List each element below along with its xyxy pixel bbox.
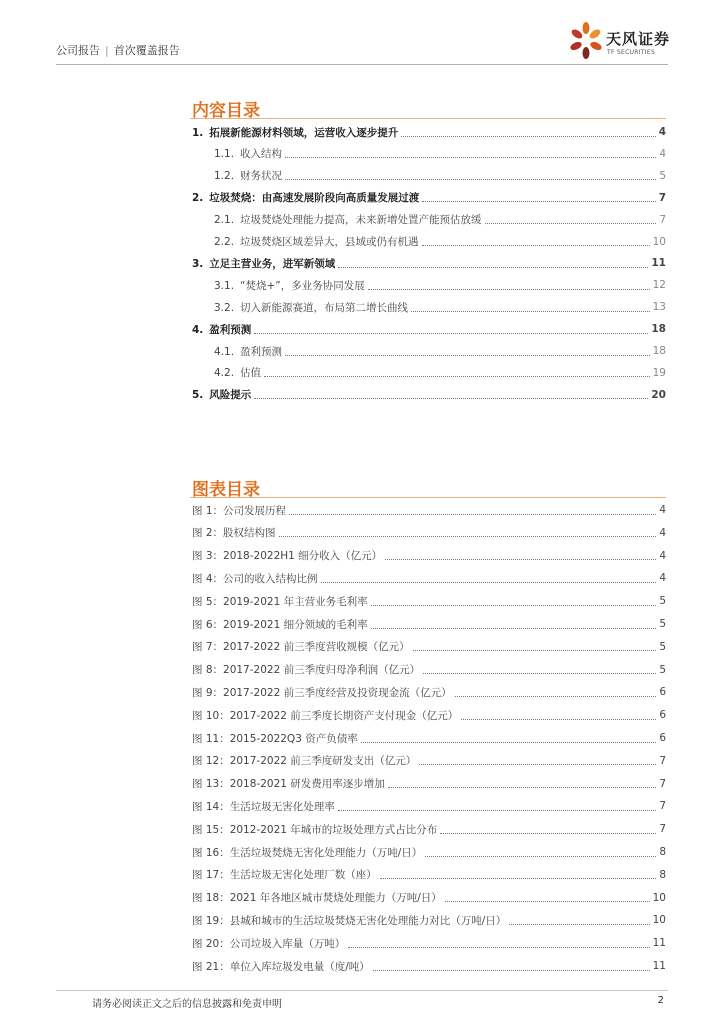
entry-title: [192, 799, 335, 814]
entry-page-number: 7: [659, 754, 666, 767]
entry-text: 图 10：2017-2022 前三季度长期资产支付现金（亿元）: [192, 709, 459, 722]
entry-page-number: 6: [659, 732, 666, 744]
dot-leader: [338, 267, 648, 268]
toc-entry[interactable]: [192, 188, 666, 208]
entry-page-number: 10: [652, 914, 666, 927]
entry-page-number: 11: [651, 257, 666, 270]
dot-leader: [264, 376, 650, 377]
entry-title: [214, 168, 282, 183]
entry-text: 图 7：2017-2022 前三季度营收规模（亿元）: [192, 641, 410, 654]
toc-entry[interactable]: [214, 275, 666, 295]
entry-text: 图 2：股权结构图: [192, 527, 276, 540]
entry-page-number: 7: [659, 800, 666, 813]
entry-text: 图 13：2018-2021 研发费用率逐步增加: [192, 778, 385, 791]
dot-leader: [373, 970, 650, 971]
entry-text: 立足主营业务，进军新领域: [209, 257, 336, 270]
dot-leader: [361, 742, 657, 743]
breadcrumb-separator: |: [105, 44, 109, 57]
entry-page-number: 8: [659, 868, 666, 881]
entry-text: 切入新能源赛道，布局第二增长曲线: [240, 301, 409, 314]
dot-leader: [445, 901, 650, 902]
entry-title: [192, 571, 318, 586]
entry-text: 图 8：2017-2022 前三季度归母净利润（亿元）: [192, 664, 421, 677]
toc-entry[interactable]: [192, 385, 666, 405]
figure-entry[interactable]: [192, 614, 666, 634]
entry-page-number: 13: [652, 301, 666, 314]
dot-leader: [411, 311, 650, 312]
page-number: 2: [657, 995, 664, 1006]
figure-entry[interactable]: [192, 933, 666, 953]
entry-title: [214, 212, 482, 227]
entry-number: 4.1.: [214, 345, 235, 358]
dot-leader: [380, 878, 657, 879]
entry-text: 拓展新能源材料领域，运营收入逐步提升: [209, 126, 399, 139]
dot-leader: [254, 333, 648, 334]
figure-entry[interactable]: [192, 500, 666, 520]
figure-entry[interactable]: [192, 591, 666, 611]
dot-leader: [371, 628, 657, 629]
entry-text: “焚烧+”，多业务协同发展: [240, 279, 365, 292]
entry-page-number: 18: [652, 345, 666, 357]
entry-number: 3.: [192, 257, 204, 270]
entry-text: 垃圾焚烧区域差异大，县域或仍有机遇: [240, 236, 419, 248]
entry-number: 2.: [192, 192, 204, 205]
entry-page-number: 5: [659, 169, 666, 182]
entry-page-number: 5: [659, 640, 666, 653]
entry-page-number: 20: [651, 388, 666, 401]
dot-leader: [425, 856, 656, 857]
entry-title: [192, 753, 416, 768]
dot-leader: [388, 787, 657, 788]
entry-title: [192, 867, 377, 882]
toc-entry[interactable]: [214, 210, 666, 230]
dot-leader: [285, 179, 656, 180]
dot-leader: [422, 245, 650, 246]
entry-page-number: 5: [659, 618, 666, 630]
figure-entry[interactable]: [192, 796, 666, 816]
entry-page-number: 6: [659, 709, 666, 722]
figure-entry[interactable]: [192, 819, 666, 839]
entry-text: 垃圾焚烧处理能力提高，未来新增处置产能预估放缓: [240, 214, 482, 227]
entry-page-number: 10: [652, 235, 666, 248]
entry-page-number: 4: [659, 504, 666, 516]
figure-entry[interactable]: [192, 682, 666, 702]
entry-text: 图 9：2017-2022 前三季度经营及投资现金流（亿元）: [192, 686, 452, 699]
dot-leader: [289, 514, 656, 515]
entry-page-number: 4: [659, 572, 666, 585]
dot-leader: [279, 536, 657, 537]
company-logo: [566, 20, 676, 64]
entry-text: 图 21：单位入库垃圾发电量（度/吨）: [192, 960, 370, 973]
entry-page-number: 10: [652, 891, 666, 904]
dot-leader: [254, 398, 648, 399]
entry-title: [214, 234, 419, 249]
dot-leader: [285, 157, 656, 158]
entry-number: 1.1.: [214, 148, 235, 161]
entry-text: 收入结构: [240, 148, 283, 161]
entry-page-number: 7: [659, 213, 666, 226]
entry-title: [214, 365, 261, 380]
figure-entry[interactable]: [192, 660, 666, 680]
entry-number: 5.: [192, 389, 204, 402]
figures-title-underline: [190, 497, 666, 498]
figure-entry[interactable]: [192, 956, 666, 976]
figure-entry[interactable]: [192, 637, 666, 657]
entry-page-number: 11: [652, 937, 666, 950]
entry-page-number: 4: [658, 126, 666, 138]
breadcrumb-report-subtype: 首次覆盖报告: [113, 44, 180, 57]
dot-leader: [385, 559, 656, 560]
entry-title: [192, 708, 458, 723]
dot-leader: [509, 924, 649, 925]
entry-page-number: 7: [659, 777, 666, 790]
entry-text: 盈利预测: [209, 323, 252, 336]
entry-title: [192, 662, 420, 677]
dot-leader: [401, 136, 655, 137]
entry-text: 图 17：生活垃圾无害化处理厂数（座）: [192, 869, 377, 882]
entry-title: [214, 300, 408, 315]
entry-page-number: 8: [659, 846, 666, 858]
entry-title: [192, 822, 437, 837]
toc-entry[interactable]: [192, 319, 666, 339]
entry-number: 4.: [192, 323, 204, 336]
toc-entry[interactable]: [192, 122, 666, 142]
entry-page-number: 4: [659, 549, 666, 562]
dot-leader: [461, 719, 656, 720]
figures-title: 图表目录: [192, 480, 260, 500]
dot-leader: [455, 696, 657, 697]
figure-entry[interactable]: [192, 568, 666, 588]
entry-title: [192, 685, 452, 700]
breadcrumb-report-type: 公司报告: [56, 44, 100, 57]
dot-leader: [338, 810, 657, 811]
entry-text: 垃圾焚烧：由高速发展阶段向高质量发展过渡: [209, 192, 420, 205]
entry-number: 1.2.: [214, 170, 235, 183]
entry-number: 1.: [192, 126, 204, 139]
footer-divider: [56, 990, 668, 991]
entry-text: 盈利预测: [240, 345, 283, 358]
entry-number: 4.2.: [214, 367, 235, 380]
entry-text: 图 19：县城和城市的生活垃圾焚烧无害化处理能力对比（万吨/日）: [192, 914, 507, 927]
toc-entry[interactable]: [214, 297, 666, 317]
entry-title: [192, 548, 382, 563]
entry-title: [192, 594, 368, 609]
toc-entry[interactable]: [214, 232, 666, 252]
toc-entry[interactable]: [192, 253, 666, 273]
entry-page-number: 7: [659, 823, 666, 836]
entry-number: 3.1.: [214, 279, 235, 292]
header-divider: [56, 64, 668, 65]
entry-title: [214, 146, 282, 161]
entry-text: 图 18：2021 年各地区城市焚烧处理能力（万吨/日）: [192, 892, 442, 905]
entry-text: 图 11：2015-2022Q3 资产负债率: [192, 732, 358, 745]
entry-number: 2.1.: [214, 214, 235, 227]
entry-title: [192, 776, 385, 791]
entry-title: [214, 344, 282, 359]
contents-title: 内容目录: [192, 101, 260, 121]
entry-title: [192, 731, 358, 746]
entry-number: 2.2.: [214, 236, 235, 248]
entry-text: 图 15：2012-2021 年城市的垃圾处理方式占比分布: [192, 823, 438, 836]
entry-text: 风险提示: [209, 389, 252, 402]
entry-title: [192, 913, 506, 928]
entry-title: [192, 617, 368, 632]
dot-leader: [371, 605, 657, 606]
entry-page-number: 4: [659, 147, 666, 160]
breadcrumb: [56, 42, 180, 58]
dot-leader: [440, 833, 656, 834]
entry-number: 3.2.: [214, 301, 235, 314]
figure-entry[interactable]: [192, 751, 666, 771]
dot-leader: [419, 764, 656, 765]
toc-entry[interactable]: [214, 341, 666, 361]
entry-text: 财务状况: [240, 170, 283, 183]
contents-title-underline: [190, 118, 666, 119]
dot-leader: [423, 673, 656, 674]
entry-title: [192, 525, 276, 540]
entry-page-number: 4: [659, 526, 666, 539]
dot-leader: [368, 289, 650, 290]
figure-entry[interactable]: [192, 842, 666, 862]
entry-page-number: 5: [659, 663, 666, 676]
figure-entry[interactable]: [192, 546, 666, 566]
entry-title: [192, 190, 419, 205]
logo-name-cn: 天风证券: [606, 30, 671, 48]
toc-entry[interactable]: [214, 166, 666, 186]
entry-text: 图 1：公司发展历程: [192, 504, 287, 517]
entry-title: [192, 503, 286, 518]
entry-title: [192, 845, 422, 860]
entry-page-number: 18: [651, 323, 666, 336]
entry-text: 图 20：公司垃圾入库量（万吨）: [192, 937, 346, 950]
entry-title: [192, 387, 251, 402]
entry-title: [192, 322, 251, 337]
entry-page-number: 5: [659, 595, 666, 608]
toc-entry[interactable]: [214, 363, 666, 383]
dot-leader: [348, 947, 649, 948]
entry-text: 图 14：生活垃圾无害化处理率: [192, 800, 335, 813]
entry-text: 图 16：生活垃圾焚烧无害化处理能力（万吨/日）: [192, 846, 423, 859]
entry-title: [192, 890, 442, 905]
figure-entry[interactable]: [192, 888, 666, 908]
entry-title: [214, 278, 365, 293]
entry-text: 图 12：2017-2022 前三季度研发支出（亿元）: [192, 755, 417, 768]
entry-page-number: 6: [659, 686, 666, 699]
footer-disclaimer: 请务必阅读正文之后的信息披露和免责申明: [92, 999, 282, 1010]
entry-title: [192, 936, 345, 951]
dot-leader: [321, 582, 657, 583]
entry-page-number: 7: [658, 191, 666, 204]
figure-entry[interactable]: [192, 865, 666, 885]
dot-leader: [413, 650, 657, 651]
figure-entry[interactable]: [192, 774, 666, 794]
entry-page-number: 19: [652, 366, 666, 379]
figure-entry[interactable]: [192, 523, 666, 543]
dot-leader: [285, 355, 650, 356]
figure-entry[interactable]: [192, 728, 666, 748]
figure-entry[interactable]: [192, 910, 666, 930]
figure-entry[interactable]: [192, 705, 666, 725]
dot-leader: [485, 223, 657, 224]
entry-title: [192, 639, 410, 654]
entry-title: [192, 959, 370, 974]
entry-title: [192, 125, 398, 140]
entry-text: 估值: [240, 367, 262, 380]
entry-text: 图 5：2019-2021 年主营业务毛利率: [192, 595, 368, 608]
entry-text: 图 4：公司的收入结构比例: [192, 572, 318, 585]
flower-logo-icon: [566, 20, 606, 64]
entry-page-number: 11: [652, 960, 666, 972]
entry-text: 图 3：2018-2022H1 细分收入（亿元）: [192, 550, 383, 563]
toc-entry[interactable]: [214, 144, 666, 164]
entry-title: [192, 256, 335, 271]
dot-leader: [422, 201, 655, 202]
page-header: [0, 0, 724, 70]
logo-name-en: TF SECURITIES: [607, 49, 656, 56]
entry-text: 图 6：2019-2021 细分领域的毛利率: [192, 618, 368, 631]
entry-page-number: 12: [652, 279, 666, 292]
